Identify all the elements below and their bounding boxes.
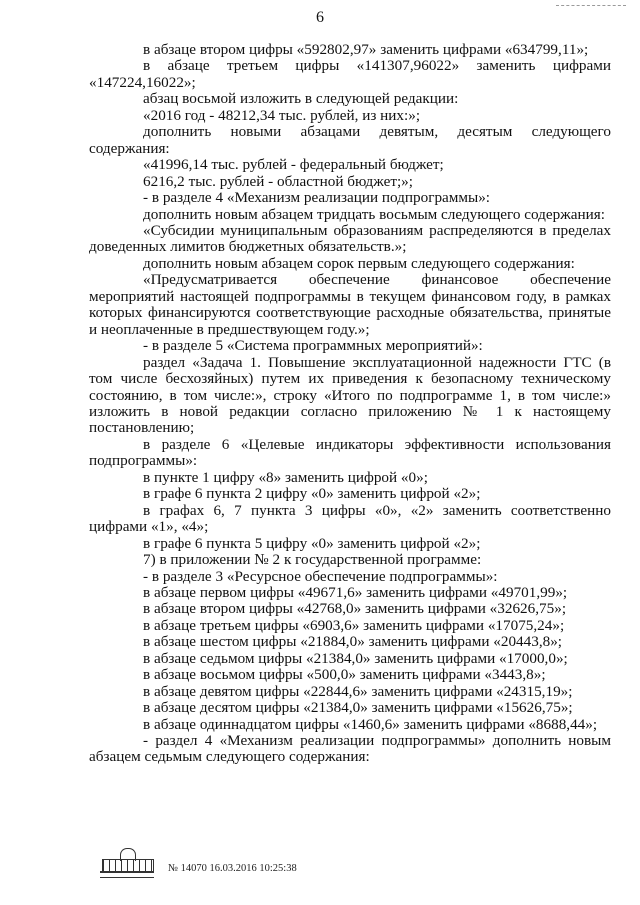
paragraph: в абзаце втором цифры «42768,0» заменить цифрами «32626,75»; [143, 600, 567, 618]
paragraph: в абзаце десятом цифры «21384,0» заменить цифрами «15626,75»; [143, 699, 573, 717]
paragraph: «41996,14 тыс. рублей - федеральный бюджет; [143, 156, 444, 174]
paragraph: дополнить новым абзацем сорок первым следующего содержания: [143, 254, 575, 272]
paragraph: «2016 год - 48212,34 тыс. рублей, из них:»; [143, 106, 421, 124]
paragraph: 6216,2 тыс. рублей - областной бюджет;»; [143, 172, 413, 190]
page-number: 6 [316, 9, 324, 26]
paragraph: - в разделе 3 «Ресурсное обеспечение подпрограммы»: [143, 567, 498, 585]
paragraph: в абзаце девятом цифры «22844,6» заменить цифрами «24315,19»; [143, 682, 573, 700]
registration-stamp [100, 848, 297, 878]
paragraph: «Субсидии муниципальным образованиям распределяются в пределах доведенных лимитов бюджетных обязательств.»; [89, 221, 611, 256]
paragraph: дополнить новыми абзацами девятым, десятым следующего содержания: [89, 123, 611, 157]
paragraph: в абзаце третьем цифры «6903,6» заменить цифрами «17075,24»; [143, 616, 565, 634]
paragraph: в абзаце втором цифры «592802,97» заменить цифрами «634799,11»; [143, 41, 589, 58]
paragraph: 7) в приложении № 2 к государственной программе: [143, 551, 482, 569]
document-body [89, 42, 611, 766]
paragraph: в графах 6, 7 пункта 3 цифры «0», «2» заменить соответственно цифрами «1», «4»; [89, 501, 611, 536]
stamp-text: № 14070 16.03.2016 10:25:38 [168, 863, 297, 874]
paragraph: в абзаце шестом цифры «21884,0» заменить цифрами «20443,8»; [143, 633, 563, 651]
paragraph: в графе 6 пункта 5 цифру «0» заменить цифрой «2»; [143, 534, 481, 552]
paragraph: в графе 6 пункта 2 цифру «0» заменить цифрой «2»; [143, 485, 481, 503]
paragraph: в абзаце седьмом цифры «21384,0» заменить цифрами «17000,0»; [143, 649, 568, 667]
paragraph: раздел «Задача 1. Повышение эксплуатационной надежности ГТС (в том числе бесхозяйных) путем их приведения к безопасному техническому состоянию, в том числе:», строку «Итого по подпрограмме 1, в том числе:» изложить в новой редакции согласно приложению № 1 к настоящему постановлению; [89, 353, 611, 437]
paragraph: абзац восьмой изложить в следующей редакции: [143, 90, 459, 108]
paragraph: - в разделе 5 «Система программных мероприятий»: [143, 337, 483, 355]
building-logo-icon [100, 848, 156, 878]
paragraph: в разделе 6 «Целевые индикаторы эффективности использования подпрограммы»: [89, 435, 611, 470]
paragraph: «Предусматривается обеспечение финансовое обеспечение мероприятий настоящей подпрограммы в текущем финансовом году, в рамках которых финансируются соответствующие расходные обязательства, принятые и неоплаченные в предшествующем году.»; [89, 271, 611, 338]
paragraph: в абзаце восьмом цифры «500,0» заменить цифрами «3443,8»; [143, 666, 546, 684]
paragraph: в пункте 1 цифру «8» заменить цифрой «0»; [143, 468, 428, 486]
paragraph: - в разделе 4 «Механизм реализации подпрограммы»: [143, 189, 491, 207]
paragraph: - раздел 4 «Механизм реализации подпрограммы» дополнить новым абзацем седьмым следующего содержания: [89, 732, 611, 766]
paragraph: дополнить новым абзацем тридцать восьмым следующего содержания: [143, 205, 605, 223]
paragraph: в абзаце первом цифры «49671,6» заменить цифрами «49701,99»; [143, 583, 568, 601]
paragraph: в абзаце одиннадцатом цифры «1460,6» заменить цифрами «8688,44»; [143, 715, 598, 733]
paragraph: в абзаце третьем цифры «141307,96022» заменить цифрами «147224,16022»; [89, 57, 611, 91]
